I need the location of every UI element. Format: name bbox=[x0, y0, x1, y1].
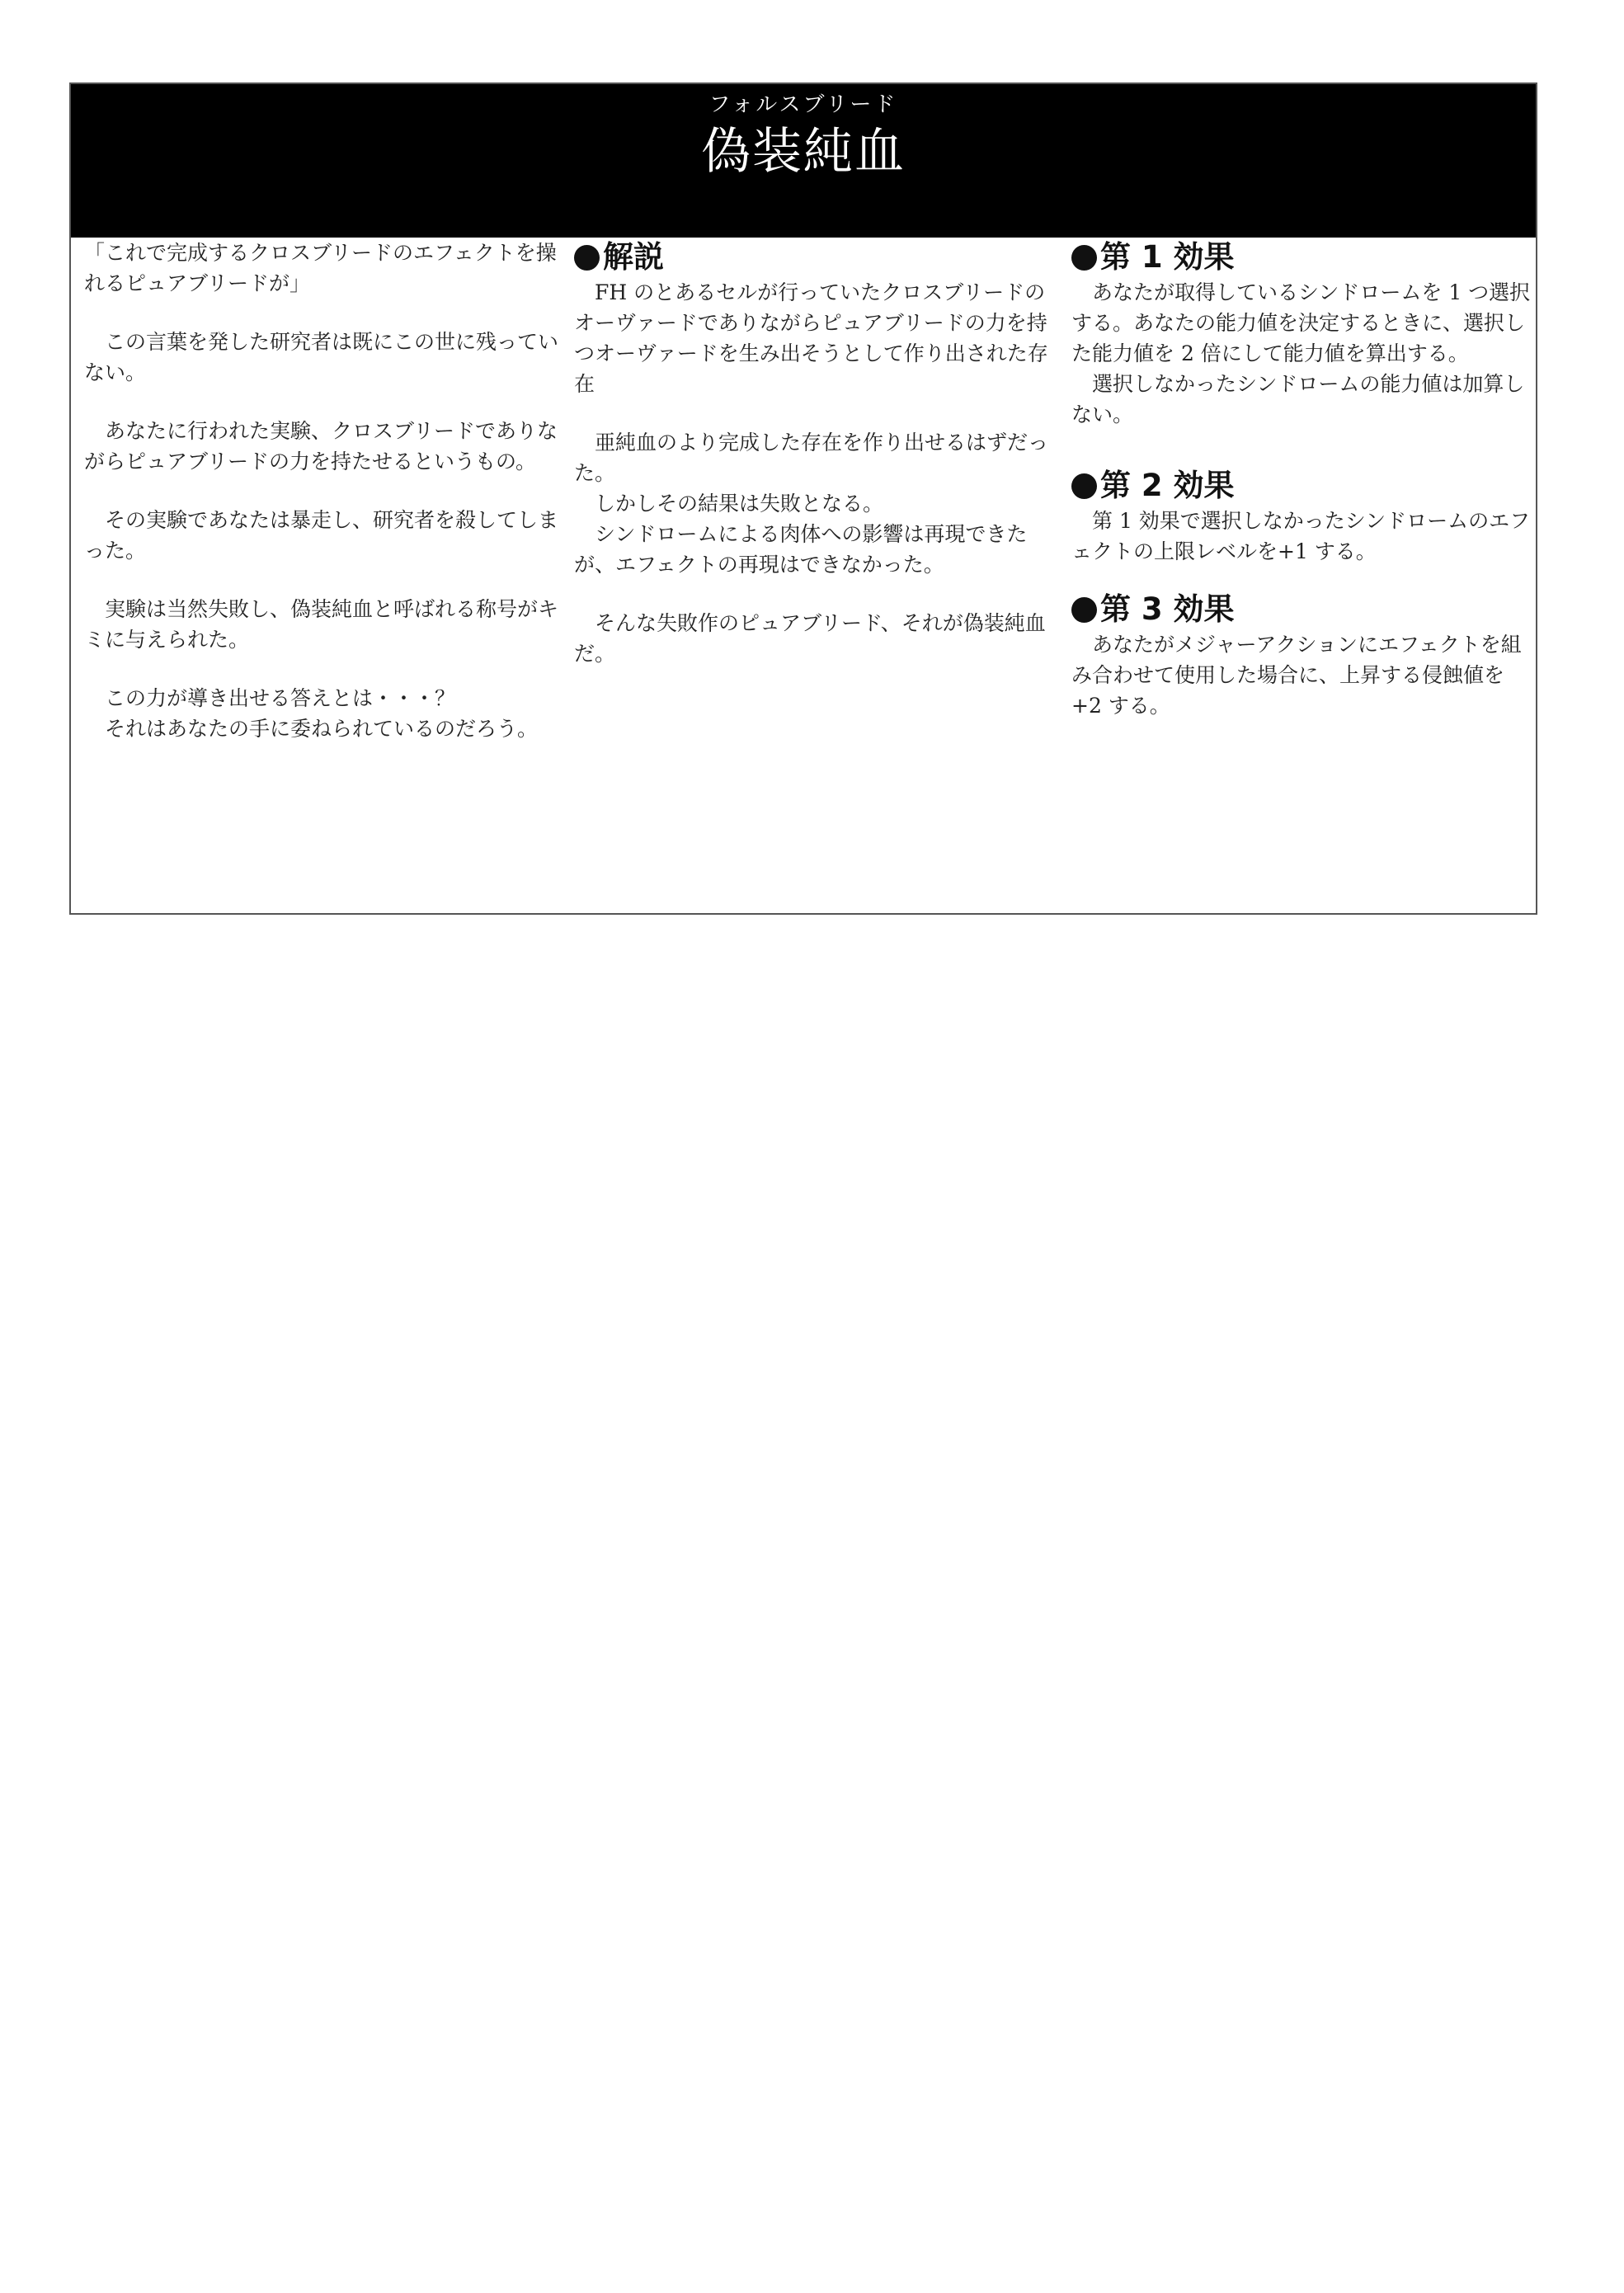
effect-card bbox=[69, 82, 1537, 915]
effects-column bbox=[1071, 238, 1533, 744]
card-title: 偽装純血 bbox=[701, 123, 906, 181]
effect-heading-label: 第 3 効果 bbox=[1100, 591, 1235, 627]
effect-text: 第 1 効果で選択しなかったシンドロームのエフェクトの上限レベルを+1 する。 bbox=[1071, 509, 1531, 563]
commentary-paragraph: 亜純血のより完成した存在を作り出せるはずだった。 しかしその結果は失敗となる。 シンドロームによる肉体への影響は再現できたが、エフェクトの再現はできなかった。 bbox=[574, 431, 1049, 577]
flavor-paragraph: 実験は当然失敗し、偽装純血と呼ばれる称号がキミに与えられた。 bbox=[84, 597, 559, 652]
flavor-column bbox=[84, 238, 569, 772]
bullet-icon bbox=[1071, 245, 1097, 271]
commentary-paragraph: FH のとあるセルが行っていたクロスブリードのオーヴァードでありながらピュアブリードの力を持つオーヴァードを生み出そうとして作り出された存在 bbox=[574, 280, 1048, 396]
effect-heading-label: 第 1 効果 bbox=[1100, 239, 1235, 275]
commentary-heading-label: 解説 bbox=[603, 239, 664, 275]
bullet-icon bbox=[1071, 597, 1097, 623]
effect-heading bbox=[1071, 466, 1533, 506]
bullet-icon bbox=[574, 245, 600, 271]
title-ruby: フォルスブリード bbox=[708, 92, 898, 117]
flavor-paragraph: この力が導き出せる答えとは・・・？ それはあなたの手に委ねられているのだろう。 bbox=[105, 686, 539, 741]
flavor-paragraph: その実験であなたは暴走し、研究者を殺してしまった。 bbox=[84, 508, 559, 563]
commentary-paragraph: そんな失敗作のピュアブリード、それが偽装純血だ。 bbox=[574, 611, 1046, 666]
flavor-paragraph: 「これで完成するクロスブリードのエフェクトを操れるピュアブリードが」 bbox=[84, 241, 557, 295]
card-header bbox=[71, 84, 1536, 238]
flavor-paragraph: あなたに行われた実験、クロスブリードでありながらピュアブリードの力を持たせるというもの。 bbox=[84, 419, 558, 473]
effect-text: あなたがメジャーアクションにエフェクトを組み合わせて使用した場合に、上昇する侵蝕値を+2 する。 bbox=[1071, 633, 1522, 718]
effect-2 bbox=[1071, 466, 1533, 567]
commentary-heading bbox=[574, 238, 1059, 277]
effect-heading bbox=[1071, 238, 1533, 277]
effect-text: あなたが取得しているシンドロームを 1 つ選択する。あなたの能力値を決定するときに、選択した能力値を 2 倍にして能力値を算出する。 選択しなかったシンドロームの能力値は加算しない。 bbox=[1071, 280, 1531, 426]
effect-heading-label: 第 2 効果 bbox=[1100, 468, 1235, 503]
effect-3 bbox=[1071, 590, 1533, 721]
effect-1 bbox=[1071, 238, 1533, 430]
bullet-icon bbox=[1071, 473, 1097, 499]
commentary-column bbox=[574, 238, 1059, 697]
flavor-paragraph: この言葉を発した研究者は既にこの世に残っていない。 bbox=[84, 330, 559, 384]
effect-heading bbox=[1071, 590, 1533, 629]
